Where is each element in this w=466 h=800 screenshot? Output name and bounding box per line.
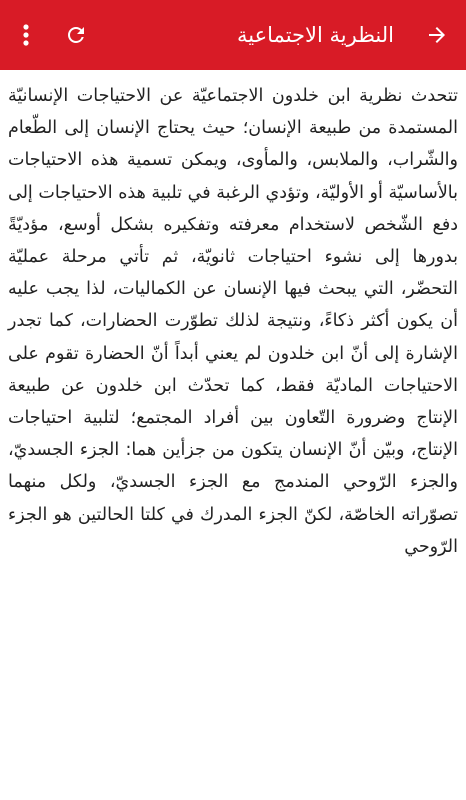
article-content bbox=[0, 70, 466, 800]
refresh-icon bbox=[64, 23, 88, 47]
more-vert-icon bbox=[22, 24, 30, 46]
back-button[interactable] bbox=[418, 17, 456, 53]
more-options-button[interactable] bbox=[10, 18, 42, 52]
app-bar bbox=[0, 0, 466, 70]
page-title: النظرية الاجتماعية bbox=[237, 23, 394, 47]
article-body: تتحدث نظرية ابن خلدون الاجتماعيّة عن الاحتياجات الإنسانيّة المستمدة من طبيعة الإنسان؛ حيث يحتاج الإنسان إلى الطّعام والشّراب، والملابس، والمأوى، ويمكن تسمية هذه الاحتياجات بالأساسيّة أو الأوليّة، وتؤدي الرغبة في تلبية هذه الاحتياجات إلى دفع الشّخص لاستخدام معرفته وتفكيره بشكل أوسع، مؤديّةً بدورها إلى نشوء احتياجات ثانويّة، ثم تأتي مرحلة عمليّة التحضّر، التي يبحث فيها الإنسان عن الكماليات، لذا يجب عليه أن يكون أكثر ذكاءً، ونتيجة لذلك تطوّرت الحضارات، كما تجدر الإشارة إلى أنّ ابن خلدون لم يعني أبداً أنّ الحضارة تقوم على الاحتياجات الماديّة فقط، كما تحدّث ابن خلدون عن طبيعة الإنتاج وضرورة التّعاون بين أفراد المجتمع؛ لتلبية احتياجات الإنتاج، وبيّن أنّ الإنسان يتكون من جزأين هما: الجزء الجسديّ، والجزء الرّوحي المندمج مع الجزء الجسديّ، ولكل منهما تصوّراته الخاصّة، لكنّ الجزء المدرك في كلتا الحالتين هو الجزء الرّوحي bbox=[8, 86, 458, 557]
refresh-button[interactable] bbox=[58, 17, 94, 53]
arrow-forward-icon bbox=[425, 23, 449, 47]
